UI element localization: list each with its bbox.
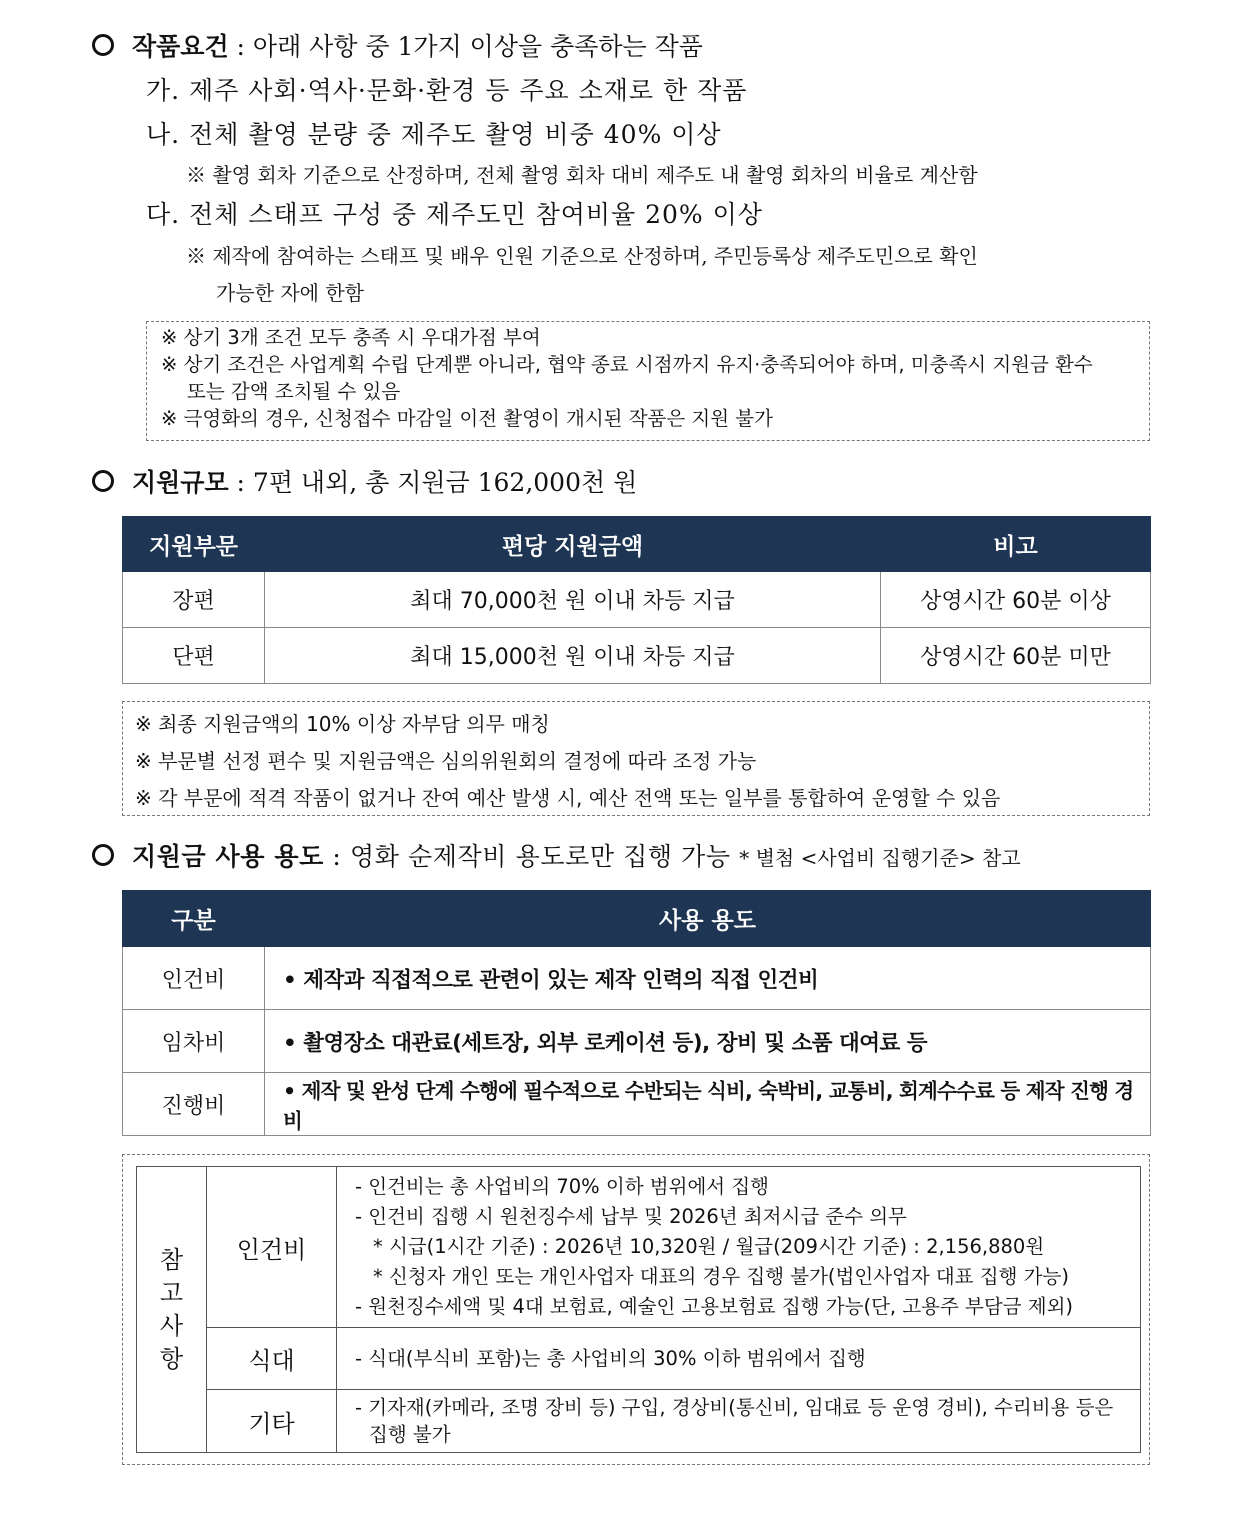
notice-line: ※ 각 부문에 적격 작품이 없거나 잔여 예산 발생 시, 예산 전액 또는 일부를 통합하여 운영할 수 있음 <box>135 786 1001 810</box>
reference-line: - 인건비는 총 사업비의 70% 이하 범위에서 집행 <box>355 1175 769 1198</box>
section-heading-usage <box>92 842 1021 873</box>
table-row <box>123 572 1151 628</box>
requirement-note-b: ※ 촬영 회차 기준으로 산정하며, 전체 촬영 회차 대비 제주도 내 촬영 회차의 비율로 계산함 <box>186 163 978 187</box>
reference-side-label <box>137 1167 207 1453</box>
requirement-note-c-line1: ※ 제작에 참여하는 스태프 및 배우 인원 기준으로 산정하며, 주민등록상 제주도민으로 확인 <box>186 244 978 268</box>
heading-label: 지원규모 <box>132 468 229 497</box>
side-char: 참 <box>159 1245 184 1274</box>
table-row <box>123 947 1151 1010</box>
heading-label: 작품요건 <box>132 32 229 61</box>
reference-line: - 원천징수세액 및 4대 보험료, 예술인 고용보험료 집행 가능(단, 고용주 부담금 제외) <box>355 1295 1074 1318</box>
heading-reference: * 별첨 <사업비 집행기준> 참고 <box>739 846 1021 870</box>
table-cell: 최대 70,000천 원 이내 차등 지급 <box>265 572 881 628</box>
table-header: 지원부문 <box>123 517 265 572</box>
table-cell: • 촬영장소 대관료(세트장, 외부 로케이션 등), 장비 및 소품 대여료 등 <box>265 1010 1151 1073</box>
table-row <box>123 1010 1151 1073</box>
reference-line: - 기자재(카메라, 조명 장비 등) 구입, 경상비(통신비, 임대료 등 운영 경비), 수리비용 등은 <box>355 1396 1114 1419</box>
notice-line: ※ 최종 지원금액의 10% 이상 자부담 의무 매칭 <box>135 712 550 736</box>
support-scale-table <box>122 516 1151 684</box>
table-cell: 상영시간 60분 미만 <box>881 628 1151 684</box>
notice-line: ※ 부문별 선정 편수 및 지원금액은 심의위원회의 결정에 따라 조정 가능 <box>135 749 757 773</box>
reference-details <box>337 1328 1141 1390</box>
reference-line: 집행 불가 <box>369 1423 451 1446</box>
section-heading-scale <box>92 468 637 498</box>
side-char: 항 <box>159 1344 184 1373</box>
reference-row <box>137 1390 1141 1453</box>
heading-text: : 7편 내외, 총 지원금 162,000천 원 <box>228 468 638 497</box>
reference-category: 기타 <box>207 1390 337 1453</box>
table-header: 사용 용도 <box>265 891 1151 947</box>
reference-row <box>137 1167 1141 1328</box>
table-cell: • 제작과 직접적으로 관련이 있는 제작 인력의 직접 인건비 <box>265 947 1151 1010</box>
table-header: 구분 <box>123 891 265 947</box>
reference-details <box>337 1167 1141 1328</box>
notice-line: ※ 상기 3개 조건 모두 충족 시 우대가점 부여 <box>161 326 541 349</box>
table-cell: • 제작 및 완성 단계 수행에 필수적으로 수반되는 식비, 숙박비, 교통비, 회계수수료 등 제작 진행 경비 <box>265 1073 1151 1136</box>
heading-text: : 아래 사항 중 1가지 이상을 충족하는 작품 <box>228 32 703 61</box>
requirement-note-c-line2: 가능한 자에 한함 <box>216 281 364 305</box>
circle-bullet-icon <box>92 470 114 492</box>
table-row <box>123 628 1151 684</box>
reference-category: 식대 <box>207 1328 337 1390</box>
requirements-notice-box <box>146 321 1150 441</box>
usage-table <box>122 890 1151 1136</box>
requirement-item-a: 가. 제주 사회·역사·문화·환경 등 주요 소재로 한 작품 <box>146 76 748 105</box>
scale-notice-box <box>122 701 1150 816</box>
reference-table <box>136 1166 1141 1453</box>
notice-line: ※ 상기 조건은 사업계획 수립 단계뿐 아니라, 협약 종료 시점까지 유지·충족되어야 하며, 미충족시 지원금 환수 <box>161 353 1093 376</box>
table-cell: 단편 <box>123 628 265 684</box>
requirement-item-b: 나. 전체 촬영 분량 중 제주도 촬영 비중 40% 이상 <box>146 120 722 149</box>
table-cell: 인건비 <box>123 947 265 1010</box>
side-char: 고 <box>159 1278 184 1307</box>
reference-line: * 신청자 개인 또는 개인사업자 대표의 경우 집행 불가(법인사업자 대표 집행 가능) <box>373 1265 1069 1288</box>
reference-details <box>337 1390 1141 1453</box>
requirement-item-c: 다. 전체 스태프 구성 중 제주도민 참여비율 20% 이상 <box>146 200 763 229</box>
side-char: 사 <box>159 1311 184 1340</box>
table-cell: 장편 <box>123 572 265 628</box>
circle-bullet-icon <box>92 844 114 866</box>
reference-line: * 시급(1시간 기준) : 2026년 10,320원 / 월급(209시간 기준) : 2,156,880원 <box>373 1235 1045 1258</box>
heading-label: 지원금 사용 용도 <box>132 842 324 871</box>
table-cell: 최대 15,000천 원 이내 차등 지급 <box>265 628 881 684</box>
notice-line: 또는 감액 조치될 수 있음 <box>187 380 401 403</box>
table-cell: 진행비 <box>123 1073 265 1136</box>
reference-line: - 식대(부식비 포함)는 총 사업비의 30% 이하 범위에서 집행 <box>355 1346 866 1370</box>
circle-bullet-icon <box>92 34 114 56</box>
reference-line: - 인건비 집행 시 원천징수세 납부 및 2026년 최저시급 준수 의무 <box>355 1205 907 1228</box>
table-cell: 임차비 <box>123 1010 265 1073</box>
table-row <box>123 1073 1151 1136</box>
heading-text: : 영화 순제작비 용도로만 집행 가능 <box>323 842 740 871</box>
table-header: 편당 지원금액 <box>265 517 881 572</box>
reference-category: 인건비 <box>207 1167 337 1328</box>
reference-row <box>137 1328 1141 1390</box>
table-header: 비고 <box>881 517 1151 572</box>
notice-line: ※ 극영화의 경우, 신청접수 마감일 이전 촬영이 개시된 작품은 지원 불가 <box>161 407 773 430</box>
table-cell: 상영시간 60분 이상 <box>881 572 1151 628</box>
section-heading-requirements <box>92 32 703 62</box>
